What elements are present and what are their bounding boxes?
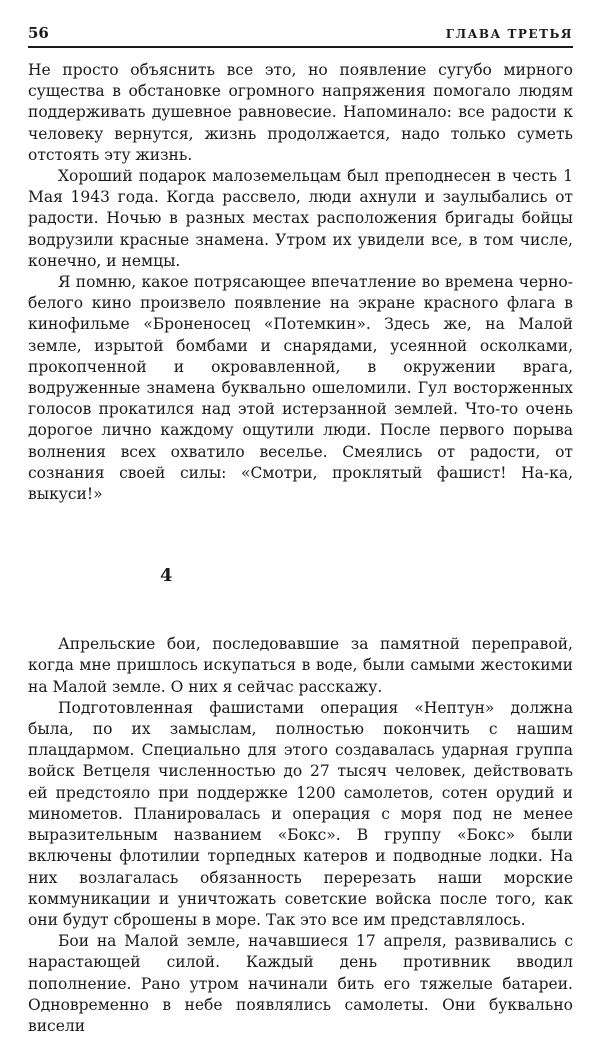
running-header (28, 24, 573, 48)
paragraph: Апрельские бои, последовавшие за памятной переправой, когда мне пришлось искупаться в воде, были самыми жестокими на Малой земле. О них я сейчас расскажу. (28, 635, 573, 696)
book-page (28, 24, 573, 1037)
section-number: 4 (160, 565, 173, 587)
paragraph: Бои на Малой земле, начавшиеся 17 апреля, развивались с нарастающей силой. Каждый день противник вводил пополнение. Рано утром начинали бить его тяжелые батареи. Одновременно в небе появлялись самолеты. Они буквально висели (28, 932, 573, 1035)
paragraph: Не просто объяснить все это, но появление сугубо мирного существа в обстановке огромного напряжения помогало людям поддерживать душевное равновесие. Напоминало: все радости к человеку вернутся, жизнь продолжается, надо только суметь отстоять эту жизнь. (28, 61, 573, 164)
chapter-title: ГЛАВА ТРЕТЬЯ (445, 27, 573, 41)
page-number: 56 (28, 24, 49, 42)
text-block-after (28, 634, 573, 1037)
paragraph: Я помню, какое потрясающее впечатление во времена черно-белого кино произвело появление на экране красного флага в кинофильме «Броненосец «Потемкин». Здесь же, на Малой земле, изрытой бомбами и снарядами, усеянной осколками, прокопченной и окровавленной, в окружении врага, водруженные знамена буквально ошеломили. Гул восторженных голосов прокатился над этой истерзанной землей. Что-то очень дорогое лично каждому ощутили люди. После первого порыва волнения всех охватило веселье. Смеялись от радости, от сознания своей силы: «Смотри, проклятый фашист! На-ка, выкуси!» (28, 273, 573, 504)
text-block-before (28, 60, 573, 505)
paragraph: Подготовленная фашистами операция «Нептун» должна была, по их замыслам, полностью покончить с нашим плацдармом. Специально для этого создавалась ударная группа войск Ветцеля численностью до 27 тысяч человек, действовать ей предстояло при поддержке 1200 самолетов, сотен орудий и минометов. Планировалась и операция с моря под не менее выразительным названием «Бокс». В группу «Бокс» были включены флотилии торпедных катеров и подводные лодки. На них возлагалась обязанность перерезать наши морские коммуникации и уничтожать советские войска после того, как они будут сброшены в море. Так это все им представлялось. (28, 698, 573, 929)
paragraph: Хороший подарок малоземельцам был преподнесен в честь 1 Мая 1943 года. Когда рассвело, люди ахнули и заулыбались от радости. Ночью в разных местах расположения бригады бойцы водрузили красные знамена. Утром их увидели все, в том числе, конечно, и немцы. (28, 167, 573, 270)
